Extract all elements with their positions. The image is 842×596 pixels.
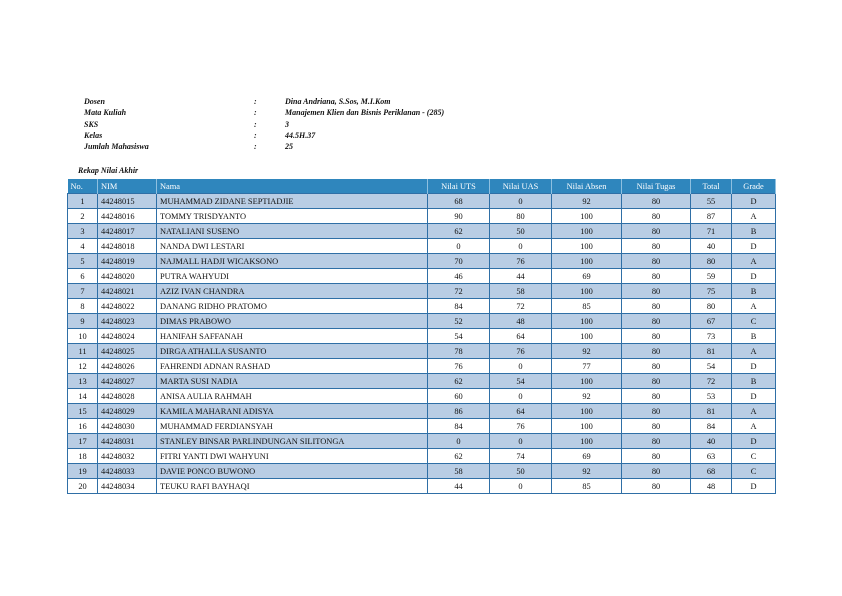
cell-tugas: 80 [622,449,691,464]
cell-uas: 50 [490,464,552,479]
cell-grade: A [732,254,776,269]
cell-uas: 64 [490,329,552,344]
table-row [68,254,776,269]
cell-total: 73 [691,329,732,344]
table-row [68,479,776,494]
table-row [68,314,776,329]
cell-uts: 84 [428,299,490,314]
table-row [68,269,776,284]
cell-nama: MARTA SUSI NADIA [157,374,428,389]
cell-tugas: 80 [622,359,691,374]
header-absen: Nilai Absen [552,179,622,194]
jumlah-label: Jumlah Mahasiswa [84,142,149,152]
cell-tugas: 80 [622,284,691,299]
table-row [68,464,776,479]
header-grade: Grade [732,179,776,194]
cell-absen: 69 [552,449,622,464]
cell-tugas: 80 [622,194,691,209]
cell-no: 1 [68,194,98,209]
cell-total: 75 [691,284,732,299]
cell-tugas: 80 [622,239,691,254]
cell-grade: D [732,389,776,404]
cell-grade: B [732,224,776,239]
cell-uts: 46 [428,269,490,284]
header-tugas: Nilai Tugas [622,179,691,194]
cell-nim: 44248024 [98,329,157,344]
cell-grade: B [732,374,776,389]
table-row [68,284,776,299]
cell-tugas: 80 [622,269,691,284]
jumlah-value: 25 [285,142,293,152]
table-body [68,194,776,494]
cell-nim: 44248017 [98,224,157,239]
cell-nim: 44248019 [98,254,157,269]
cell-total: 71 [691,224,732,239]
cell-tugas: 80 [622,314,691,329]
cell-total: 48 [691,479,732,494]
cell-uas: 54 [490,374,552,389]
cell-absen: 100 [552,404,622,419]
cell-tugas: 80 [622,389,691,404]
cell-total: 81 [691,344,732,359]
cell-absen: 100 [552,224,622,239]
cell-nama: NANDA DWI LESTARI [157,239,428,254]
cell-tugas: 80 [622,419,691,434]
table-row [68,359,776,374]
cell-uts: 72 [428,284,490,299]
cell-uas: 76 [490,254,552,269]
table-row [68,404,776,419]
cell-grade: D [732,239,776,254]
cell-grade: C [732,464,776,479]
cell-nim: 44248022 [98,299,157,314]
cell-nim: 44248020 [98,269,157,284]
cell-uas: 64 [490,404,552,419]
cell-uts: 78 [428,344,490,359]
cell-absen: 100 [552,209,622,224]
cell-uas: 44 [490,269,552,284]
table-row [68,389,776,404]
cell-tugas: 80 [622,434,691,449]
cell-total: 84 [691,419,732,434]
header-uas: Nilai UAS [490,179,552,194]
cell-nim: 44248028 [98,389,157,404]
cell-grade: A [732,209,776,224]
cell-nama: TEUKU RAFI BAYHAQI [157,479,428,494]
cell-absen: 77 [552,359,622,374]
cell-grade: D [732,269,776,284]
sks-value: 3 [285,119,289,129]
cell-absen: 100 [552,239,622,254]
cell-uas: 76 [490,344,552,359]
cell-nim: 44248023 [98,314,157,329]
cell-total: 40 [691,434,732,449]
cell-grade: D [732,194,776,209]
cell-uas: 74 [490,449,552,464]
table-row [68,224,776,239]
table-row [68,344,776,359]
cell-no: 20 [68,479,98,494]
table-row [68,209,776,224]
cell-tugas: 80 [622,374,691,389]
cell-total: 81 [691,404,732,419]
cell-uas: 0 [490,479,552,494]
cell-total: 55 [691,194,732,209]
cell-nim: 44248018 [98,239,157,254]
cell-no: 6 [68,269,98,284]
grades-table [67,179,776,494]
cell-uts: 60 [428,389,490,404]
cell-uas: 0 [490,359,552,374]
table-header-row [68,179,776,194]
cell-uts: 86 [428,404,490,419]
table-row [68,299,776,314]
cell-uts: 52 [428,314,490,329]
table-row [68,434,776,449]
cell-grade: D [732,359,776,374]
matkul-value: Manajemen Klien dan Bisnis Periklanan - (285) [285,108,445,118]
cell-nim: 44248015 [98,194,157,209]
cell-nama: ANISA AULIA RAHMAH [157,389,428,404]
cell-tugas: 80 [622,224,691,239]
cell-absen: 85 [552,299,622,314]
cell-total: 87 [691,209,732,224]
kelas-label: Kelas [84,130,103,140]
cell-tugas: 80 [622,344,691,359]
cell-absen: 92 [552,464,622,479]
cell-absen: 100 [552,314,622,329]
cell-nim: 44248016 [98,209,157,224]
cell-uts: 62 [428,224,490,239]
cell-grade: A [732,344,776,359]
cell-no: 14 [68,389,98,404]
cell-no: 13 [68,374,98,389]
cell-absen: 92 [552,194,622,209]
cell-nim: 44248030 [98,419,157,434]
cell-nama: NAJMALL HADJI WICAKSONO [157,254,428,269]
section-title: Rekap Nilai Akhir [78,166,139,175]
cell-absen: 100 [552,374,622,389]
cell-uts: 90 [428,209,490,224]
cell-uts: 62 [428,374,490,389]
cell-nim: 44248034 [98,479,157,494]
cell-nama: KAMILA MAHARANI ADISYA [157,404,428,419]
cell-nama: FITRI YANTI DWI WAHYUNI [157,449,428,464]
cell-no: 18 [68,449,98,464]
cell-nim: 44248031 [98,434,157,449]
cell-uas: 0 [490,239,552,254]
cell-uts: 68 [428,194,490,209]
cell-no: 19 [68,464,98,479]
cell-absen: 100 [552,284,622,299]
cell-uas: 48 [490,314,552,329]
cell-nim: 44248032 [98,449,157,464]
cell-total: 63 [691,449,732,464]
cell-absen: 100 [552,329,622,344]
cell-grade: D [732,479,776,494]
header-no: No. [68,179,98,194]
cell-nim: 44248027 [98,374,157,389]
dosen-label: Dosen [84,97,105,106]
cell-tugas: 80 [622,479,691,494]
cell-total: 80 [691,254,732,269]
cell-no: 3 [68,224,98,239]
kelas-value: 44.5H.37 [285,130,316,140]
table-row [68,374,776,389]
sks-label: SKS [84,119,99,129]
cell-total: 80 [691,299,732,314]
cell-uas: 50 [490,224,552,239]
matkul-label: Mata Kuliah [84,108,127,118]
separator: : [254,130,257,140]
cell-uts: 0 [428,239,490,254]
table-row [68,194,776,209]
cell-tugas: 80 [622,299,691,314]
cell-absen: 100 [552,254,622,269]
cell-nama: AZIZ IVAN CHANDRA [157,284,428,299]
cell-absen: 92 [552,389,622,404]
cell-nama: PUTRA WAHYUDI [157,269,428,284]
cell-grade: A [732,404,776,419]
cell-no: 15 [68,404,98,419]
cell-uts: 0 [428,434,490,449]
cell-no: 5 [68,254,98,269]
cell-no: 11 [68,344,98,359]
cell-grade: B [732,329,776,344]
cell-nama: TOMMY TRISDYANTO [157,209,428,224]
cell-uts: 58 [428,464,490,479]
cell-nama: DIRGA ATHALLA SUSANTO [157,344,428,359]
cell-nim: 44248021 [98,284,157,299]
cell-uts: 54 [428,329,490,344]
cell-absen: 100 [552,434,622,449]
cell-nama: NATALIANI SUSENO [157,224,428,239]
cell-nama: DANANG RIDHO PRATOMO [157,299,428,314]
cell-nama: FAHRENDI ADNAN RASHAD [157,359,428,374]
cell-no: 9 [68,314,98,329]
cell-tugas: 80 [622,404,691,419]
cell-total: 72 [691,374,732,389]
cell-uts: 44 [428,479,490,494]
cell-total: 54 [691,359,732,374]
separator: : [254,119,257,129]
cell-uts: 76 [428,359,490,374]
dosen-value: Dina Andriana, S.Sos, M.I.Kom [285,97,391,106]
cell-total: 68 [691,464,732,479]
table-row [68,449,776,464]
cell-no: 16 [68,419,98,434]
separator: : [254,142,257,152]
header-total: Total [691,179,732,194]
table-row [68,329,776,344]
cell-uas: 72 [490,299,552,314]
cell-total: 67 [691,314,732,329]
cell-uas: 76 [490,419,552,434]
table-row [68,419,776,434]
cell-nama: MUHAMMAD FERDIANSYAH [157,419,428,434]
cell-grade: C [732,314,776,329]
cell-total: 40 [691,239,732,254]
cell-absen: 69 [552,269,622,284]
cell-no: 10 [68,329,98,344]
cell-no: 8 [68,299,98,314]
cell-tugas: 80 [622,329,691,344]
cell-grade: B [732,284,776,299]
cell-nama: DIMAS PRABOWO [157,314,428,329]
separator: : [254,108,257,118]
cell-uts: 84 [428,419,490,434]
cell-uts: 70 [428,254,490,269]
cell-tugas: 80 [622,209,691,224]
cell-grade: A [732,299,776,314]
cell-no: 12 [68,359,98,374]
cell-grade: A [732,419,776,434]
cell-uas: 0 [490,389,552,404]
cell-grade: D [732,434,776,449]
cell-nim: 44248033 [98,464,157,479]
cell-absen: 85 [552,479,622,494]
cell-nim: 44248025 [98,344,157,359]
cell-tugas: 80 [622,464,691,479]
cell-total: 59 [691,269,732,284]
cell-no: 2 [68,209,98,224]
cell-total: 53 [691,389,732,404]
cell-grade: C [732,449,776,464]
cell-uas: 0 [490,434,552,449]
cell-absen: 92 [552,344,622,359]
cell-uts: 62 [428,449,490,464]
cell-tugas: 80 [622,254,691,269]
cell-nim: 44248026 [98,359,157,374]
cell-absen: 100 [552,419,622,434]
cell-nama: MUHAMMAD ZIDANE SEPTIADJIE [157,194,428,209]
cell-uas: 80 [490,209,552,224]
cell-no: 17 [68,434,98,449]
cell-no: 7 [68,284,98,299]
cell-no: 4 [68,239,98,254]
cell-nama: DAVIE PONCO BUWONO [157,464,428,479]
header-uts: Nilai UTS [428,179,490,194]
cell-nim: 44248029 [98,404,157,419]
cell-nama: STANLEY BINSAR PARLINDUNGAN SILITONGA [157,434,428,449]
separator: : [254,97,257,106]
header-nim: NIM [98,179,157,194]
cell-uas: 58 [490,284,552,299]
table-row [68,239,776,254]
cell-uas: 0 [490,194,552,209]
header-nama: Nama [157,179,428,194]
cell-nama: HANIFAH SAFFANAH [157,329,428,344]
